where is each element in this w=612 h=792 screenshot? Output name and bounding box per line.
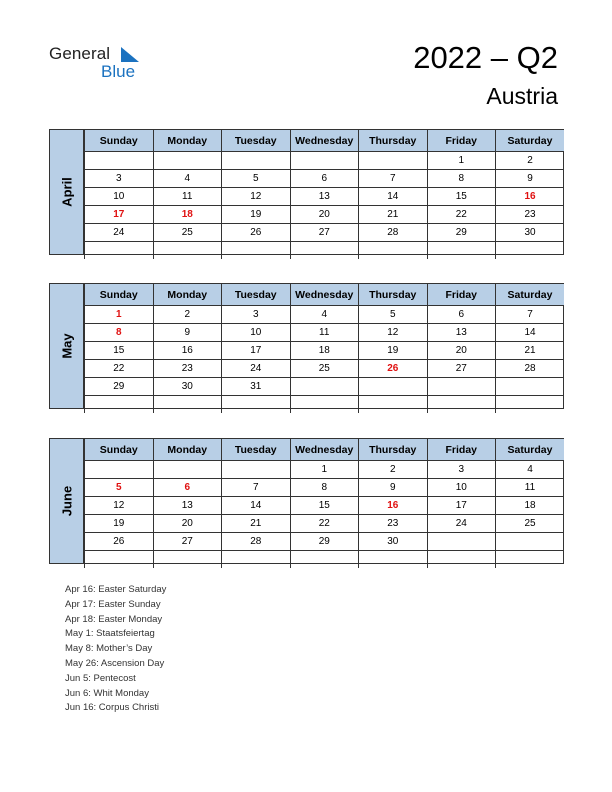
day-cell <box>290 396 359 414</box>
month-grid <box>84 130 564 259</box>
day-cell <box>153 461 222 479</box>
day-cell: 23 <box>359 515 428 533</box>
week-row <box>85 461 565 479</box>
month-grid <box>84 439 564 568</box>
day-cell: 5 <box>359 306 428 324</box>
day-cell: 9 <box>153 324 222 342</box>
day-cell <box>85 242 154 260</box>
day-cell: 27 <box>427 360 496 378</box>
weekday-header-row <box>85 284 565 306</box>
day-cell: 11 <box>290 324 359 342</box>
day-cell <box>427 242 496 260</box>
day-cell: 8 <box>427 170 496 188</box>
weekday-header: Saturday <box>496 130 565 152</box>
brand-logo <box>49 44 149 82</box>
day-cell: 30 <box>496 224 565 242</box>
day-cell: 19 <box>222 206 291 224</box>
day-cell: 26 <box>359 360 428 378</box>
weekday-header: Thursday <box>359 439 428 461</box>
day-cell <box>496 242 565 260</box>
weekday-header: Friday <box>427 439 496 461</box>
day-cell: 1 <box>427 152 496 170</box>
day-cell <box>85 551 154 569</box>
day-cell: 11 <box>496 479 565 497</box>
day-cell: 31 <box>222 378 291 396</box>
weekday-header: Wednesday <box>290 284 359 306</box>
weekday-header: Saturday <box>496 284 565 306</box>
weekday-header: Wednesday <box>290 130 359 152</box>
day-cell: 27 <box>153 533 222 551</box>
holiday-note: Jun 5: Pentecost <box>65 672 136 684</box>
day-cell: 25 <box>290 360 359 378</box>
week-row <box>85 479 565 497</box>
day-cell <box>153 396 222 414</box>
holiday-note: Apr 17: Easter Sunday <box>65 598 161 610</box>
month-calendar-june <box>49 438 564 564</box>
week-row <box>85 497 565 515</box>
day-cell: 28 <box>222 533 291 551</box>
day-cell <box>359 378 428 396</box>
day-cell: 18 <box>153 206 222 224</box>
holiday-note: May 26: Ascension Day <box>65 657 165 669</box>
day-cell: 12 <box>359 324 428 342</box>
day-cell <box>359 551 428 569</box>
week-row <box>85 378 565 396</box>
weekday-header: Tuesday <box>222 130 291 152</box>
week-row <box>85 360 565 378</box>
day-cell: 21 <box>222 515 291 533</box>
day-cell <box>85 461 154 479</box>
day-cell: 29 <box>85 378 154 396</box>
day-cell: 22 <box>290 515 359 533</box>
day-cell: 15 <box>290 497 359 515</box>
holiday-note: Jun 16: Corpus Christi <box>65 702 159 714</box>
day-cell <box>496 551 565 569</box>
day-cell: 18 <box>496 497 565 515</box>
day-cell: 21 <box>496 342 565 360</box>
month-name: May <box>59 333 74 359</box>
day-cell <box>496 533 565 551</box>
day-cell <box>153 242 222 260</box>
week-row <box>85 242 565 260</box>
day-cell: 21 <box>359 206 428 224</box>
day-cell: 16 <box>153 342 222 360</box>
day-cell: 13 <box>290 188 359 206</box>
day-cell: 22 <box>85 360 154 378</box>
day-cell: 4 <box>290 306 359 324</box>
holiday-note: Apr 18: Easter Monday <box>65 613 163 625</box>
day-cell <box>153 152 222 170</box>
day-cell: 10 <box>222 324 291 342</box>
day-cell <box>496 378 565 396</box>
day-cell: 26 <box>85 533 154 551</box>
day-cell: 18 <box>290 342 359 360</box>
day-cell <box>496 396 565 414</box>
day-cell: 4 <box>496 461 565 479</box>
day-cell: 24 <box>427 515 496 533</box>
day-cell: 10 <box>427 479 496 497</box>
day-cell: 5 <box>85 479 154 497</box>
week-row <box>85 188 565 206</box>
day-cell: 27 <box>290 224 359 242</box>
day-cell: 28 <box>359 224 428 242</box>
week-row <box>85 551 565 569</box>
day-cell <box>222 396 291 414</box>
day-cell: 8 <box>290 479 359 497</box>
holiday-note: May 8: Mother’s Day <box>65 643 153 655</box>
day-cell: 24 <box>222 360 291 378</box>
day-cell <box>427 396 496 414</box>
day-cell: 17 <box>427 497 496 515</box>
week-row <box>85 306 565 324</box>
day-cell: 6 <box>427 306 496 324</box>
weekday-header: Monday <box>153 439 222 461</box>
day-cell: 15 <box>427 188 496 206</box>
brand-blue-text: Blue <box>101 62 136 81</box>
day-cell <box>222 242 291 260</box>
day-cell <box>222 152 291 170</box>
day-cell: 26 <box>222 224 291 242</box>
day-cell <box>427 378 496 396</box>
country-name: Austria <box>486 83 558 109</box>
day-cell: 19 <box>359 342 428 360</box>
day-cell: 9 <box>359 479 428 497</box>
day-cell: 30 <box>359 533 428 551</box>
day-cell: 2 <box>496 152 565 170</box>
day-cell: 30 <box>153 378 222 396</box>
weekday-header: Tuesday <box>222 284 291 306</box>
week-row <box>85 342 565 360</box>
day-cell: 25 <box>153 224 222 242</box>
day-cell: 22 <box>427 206 496 224</box>
day-cell: 12 <box>85 497 154 515</box>
day-cell <box>359 396 428 414</box>
day-cell: 4 <box>153 170 222 188</box>
day-cell: 20 <box>427 342 496 360</box>
day-cell: 9 <box>496 170 565 188</box>
day-cell: 3 <box>222 306 291 324</box>
day-cell: 3 <box>85 170 154 188</box>
day-cell <box>85 152 154 170</box>
day-cell: 29 <box>427 224 496 242</box>
week-row <box>85 515 565 533</box>
day-cell <box>427 551 496 569</box>
holiday-note: May 1: Staatsfeiertag <box>65 628 155 640</box>
week-row <box>85 533 565 551</box>
day-cell: 5 <box>222 170 291 188</box>
day-cell <box>153 551 222 569</box>
month-name: April <box>59 177 74 207</box>
month-calendar-may <box>49 283 564 409</box>
day-cell: 25 <box>496 515 565 533</box>
day-cell: 23 <box>496 206 565 224</box>
week-row <box>85 324 565 342</box>
month-calendar-april <box>49 129 564 255</box>
day-cell: 24 <box>85 224 154 242</box>
day-cell: 1 <box>85 306 154 324</box>
day-cell: 12 <box>222 188 291 206</box>
week-row <box>85 206 565 224</box>
day-cell: 7 <box>222 479 291 497</box>
day-cell: 14 <box>359 188 428 206</box>
holiday-list <box>65 583 166 716</box>
day-cell: 20 <box>290 206 359 224</box>
weekday-header: Sunday <box>85 130 154 152</box>
page-title: 2022 – Q2 <box>413 40 558 75</box>
month-label-bar <box>50 130 84 254</box>
day-cell <box>290 378 359 396</box>
day-cell: 16 <box>359 497 428 515</box>
day-cell: 3 <box>427 461 496 479</box>
month-label-bar <box>50 284 84 408</box>
day-cell <box>359 152 428 170</box>
day-cell <box>222 461 291 479</box>
day-cell <box>222 551 291 569</box>
day-cell: 17 <box>85 206 154 224</box>
holiday-note: Apr 16: Easter Saturday <box>65 584 167 595</box>
day-cell: 28 <box>496 360 565 378</box>
day-cell <box>290 152 359 170</box>
day-cell: 16 <box>496 188 565 206</box>
weekday-header: Friday <box>427 284 496 306</box>
weekday-header: Friday <box>427 130 496 152</box>
weekday-header: Sunday <box>85 439 154 461</box>
month-grid <box>84 284 564 413</box>
day-cell: 14 <box>222 497 291 515</box>
month-label-bar <box>50 439 84 563</box>
day-cell: 17 <box>222 342 291 360</box>
day-cell <box>427 533 496 551</box>
day-cell: 23 <box>153 360 222 378</box>
weekday-header: Wednesday <box>290 439 359 461</box>
day-cell: 7 <box>359 170 428 188</box>
logo-triangle-icon <box>121 47 139 62</box>
day-cell: 15 <box>85 342 154 360</box>
weekday-header-row <box>85 130 565 152</box>
day-cell: 7 <box>496 306 565 324</box>
day-cell: 10 <box>85 188 154 206</box>
weekday-header: Monday <box>153 130 222 152</box>
day-cell: 19 <box>85 515 154 533</box>
week-row <box>85 170 565 188</box>
day-cell: 13 <box>153 497 222 515</box>
weekday-header-row <box>85 439 565 461</box>
day-cell: 13 <box>427 324 496 342</box>
day-cell: 8 <box>85 324 154 342</box>
week-row <box>85 152 565 170</box>
day-cell: 14 <box>496 324 565 342</box>
day-cell: 6 <box>290 170 359 188</box>
day-cell: 2 <box>359 461 428 479</box>
weekday-header: Sunday <box>85 284 154 306</box>
day-cell: 29 <box>290 533 359 551</box>
month-name: June <box>59 485 74 517</box>
day-cell <box>359 242 428 260</box>
day-cell: 11 <box>153 188 222 206</box>
week-row <box>85 396 565 414</box>
brand-general-text: General <box>49 44 111 63</box>
day-cell <box>290 551 359 569</box>
weekday-header: Thursday <box>359 284 428 306</box>
weekday-header: Saturday <box>496 439 565 461</box>
day-cell: 1 <box>290 461 359 479</box>
day-cell <box>85 396 154 414</box>
day-cell: 2 <box>153 306 222 324</box>
weekday-header: Thursday <box>359 130 428 152</box>
weekday-header: Monday <box>153 284 222 306</box>
week-row <box>85 224 565 242</box>
holiday-note: Jun 6: Whit Monday <box>65 687 149 699</box>
day-cell: 20 <box>153 515 222 533</box>
day-cell <box>290 242 359 260</box>
weekday-header: Tuesday <box>222 439 291 461</box>
day-cell: 6 <box>153 479 222 497</box>
